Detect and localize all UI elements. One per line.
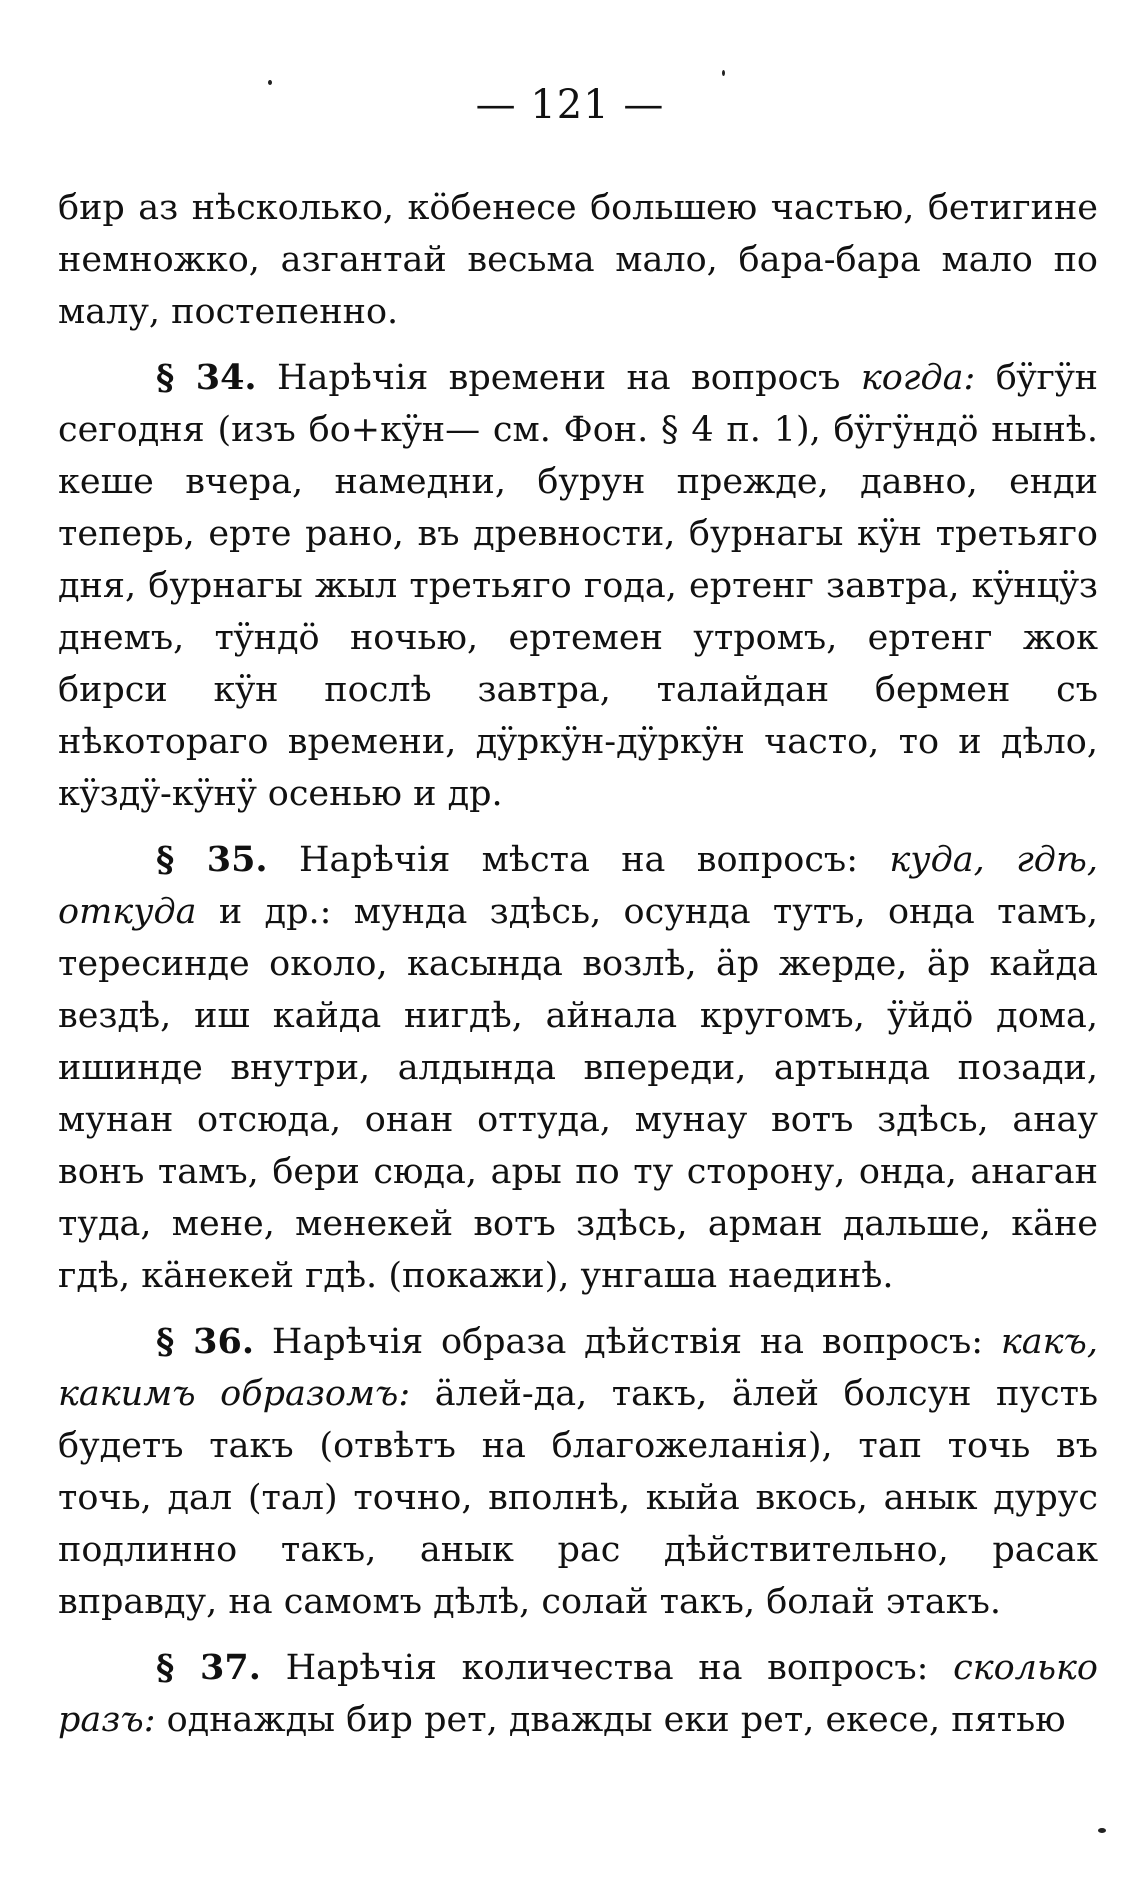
- paragraph-text: Нарѣчія образа дѣйствія на вопросъ:: [254, 1322, 1001, 1362]
- paragraph-text: бÿгÿн сегодня (изъ бо+кÿн— см. Фон. § 4 п. 1), бÿгÿндö нынѣ. кеше вчера, намедни, бурун прежде, давно, енди теперь, ерте рано, въ древности, бурнагы кÿн третьяго дня, бурнагы жыл третьяго года, ертенг завтра, кÿнцÿз днемъ, тÿндö ночью, ертемен утромъ, ертенг жок бирси кÿн послѣ завтра, талайдан бермен съ нѣкотораго времени, дÿркÿн-дÿркÿн часто, то и дѣло, кÿздÿ-кÿнÿ осенью и др.: [58, 358, 1098, 814]
- section-number: § 36.: [156, 1321, 255, 1362]
- print-speck: [268, 80, 272, 85]
- question-term: сколько разъ:: [58, 1648, 1098, 1740]
- print-speck: [1098, 1828, 1106, 1833]
- question-term: когда:: [860, 358, 976, 398]
- paragraph-text: бир аз нѣсколько, кöбенесе большею частью, бетигине немножко, азгантай весьма мало, бара-бара мало по малу, постепенно.: [58, 188, 1098, 332]
- page-body: [58, 182, 1098, 1746]
- section-number: § 35.: [156, 839, 268, 880]
- print-speck: [722, 70, 725, 76]
- paragraph-text: Нарѣчія времени на вопросъ: [256, 358, 861, 398]
- paragraph-section-37: [58, 1642, 1098, 1746]
- question-term: какъ, какимъ образомъ:: [58, 1322, 1098, 1414]
- paragraph-text: и др.: мунда здѣсь, осунда тутъ, онда тамъ, тересинде около, касында возлѣ, äр жерде, äр кайда вездѣ, иш кайда нигдѣ, айнала кругомъ, ÿйдö дома, ишинде внутри, алдында впереди, артында позади, мунан отсюда, онан оттуда, мунау вотъ здѣсь, анау вонъ тамъ, бери сюда, ары по ту сторону, онда, анаган туда, мене, менекей вотъ здѣсь, арман дальше, кäне гдѣ, кäнекей гдѣ. (покажи), унгаша наединѣ.: [58, 892, 1098, 1296]
- section-number: § 37.: [156, 1647, 261, 1688]
- paragraph-continuation: [58, 182, 1098, 338]
- section-number: § 34.: [156, 357, 257, 398]
- paragraph-text: Нарѣчія мѣста на вопросъ:: [267, 840, 890, 880]
- paragraph-section-36: [58, 1316, 1098, 1628]
- paragraph-text: Нарѣчія количества на вопросъ:: [260, 1648, 954, 1688]
- paragraph-section-35: [58, 834, 1098, 1302]
- page-number: — 121 —: [475, 82, 665, 128]
- paragraph-text: однажды бир рет, дважды еки рет, екесе, пятью: [155, 1700, 1066, 1740]
- paragraph-section-34: [58, 352, 1098, 820]
- paragraph-text: äлей-да, такъ, äлей болсун пусть будетъ такъ (отвѣтъ на благожеланія), тап точь въ точь, дал (тал) точно, вполнѣ, кыйа вкось, анык дурус подлинно такъ, анык рас дѣйствительно, расак вправду, на самомъ дѣлѣ, солай такъ, болай этакъ.: [58, 1374, 1098, 1622]
- question-term: куда, гдѣ, откуда: [58, 840, 1098, 932]
